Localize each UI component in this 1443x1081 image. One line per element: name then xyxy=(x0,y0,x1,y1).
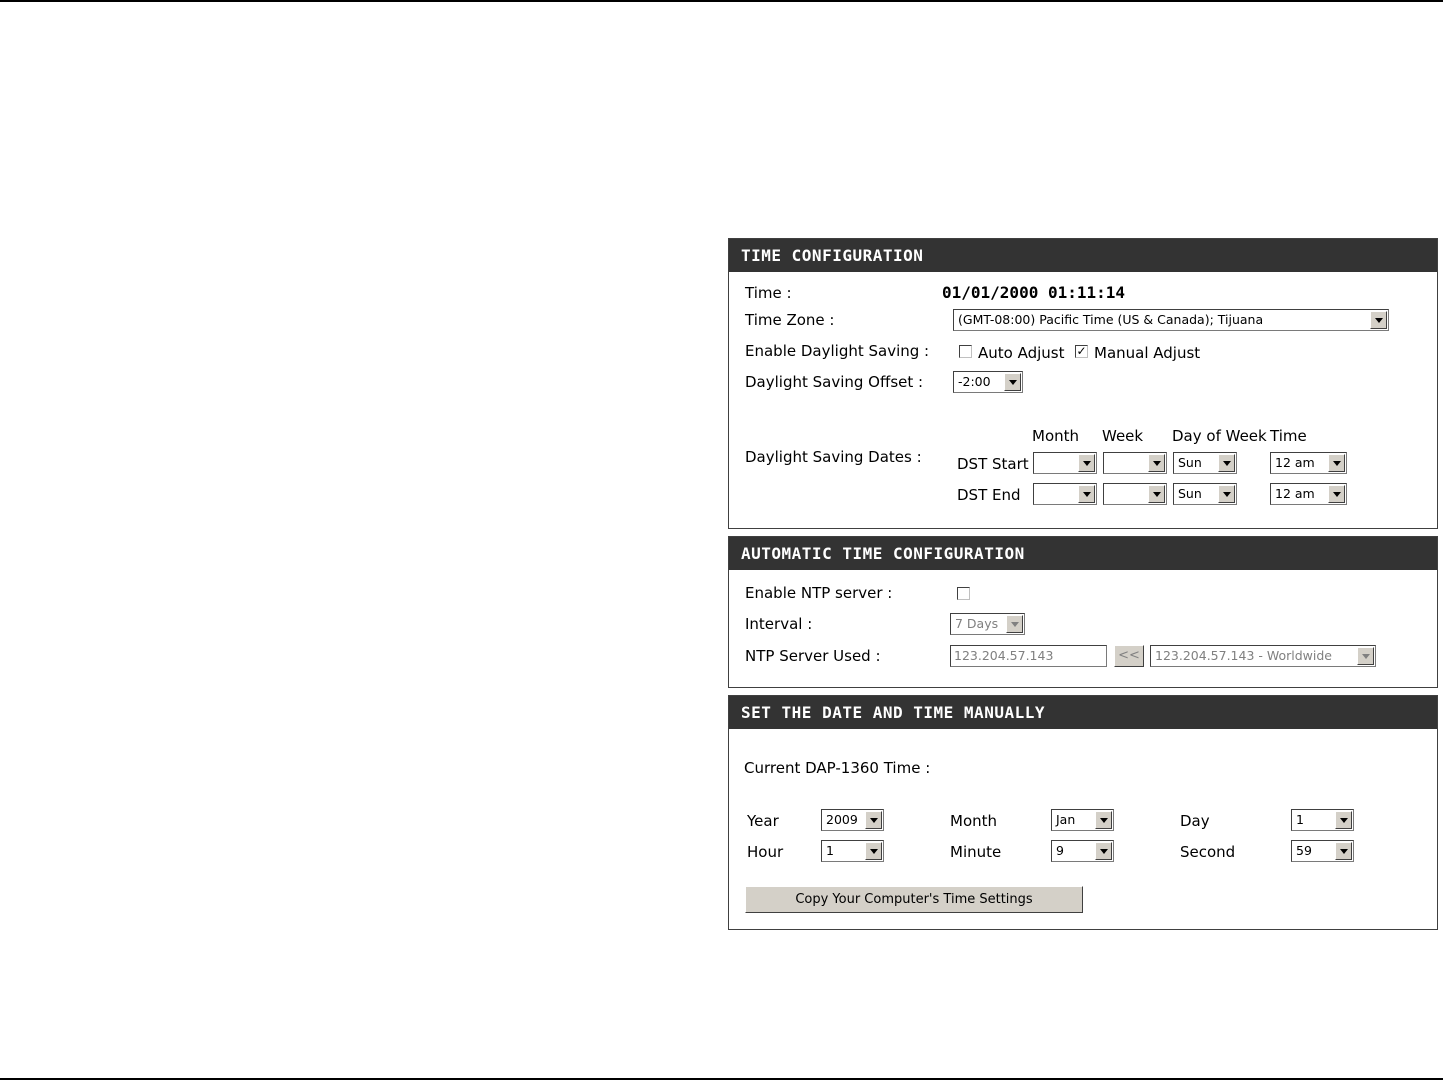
month-select[interactable] xyxy=(1051,809,1114,831)
daylight-saving-offset-label: Daylight Saving Offset : xyxy=(745,373,924,391)
interval-select-value: 7 Days xyxy=(955,616,999,631)
chevron-down-icon xyxy=(1218,485,1235,503)
enable-ntp-label: Enable NTP server : xyxy=(745,584,893,602)
chevron-down-icon xyxy=(1078,454,1095,472)
ntp-copy-button[interactable]: << xyxy=(1114,645,1144,667)
time-configuration-panel xyxy=(728,238,1438,529)
day-select[interactable] xyxy=(1291,809,1354,831)
dst-end-month-select[interactable] xyxy=(1033,483,1097,505)
second-select[interactable] xyxy=(1291,840,1354,862)
hour-label: Hour xyxy=(747,843,784,861)
hour-select-value: 1 xyxy=(826,843,834,858)
second-select-value: 59 xyxy=(1296,843,1312,858)
daylight-saving-dates-label: Daylight Saving Dates : xyxy=(745,448,922,466)
hour-select[interactable] xyxy=(821,840,884,862)
chevron-down-icon xyxy=(865,811,882,829)
manual-time-panel xyxy=(728,695,1438,930)
interval-label: Interval : xyxy=(745,615,813,633)
current-device-time-label: Current DAP-1360 Time : xyxy=(744,759,931,777)
minute-select[interactable] xyxy=(1051,840,1114,862)
column-week-header: Week xyxy=(1102,427,1144,445)
minute-label: Minute xyxy=(950,843,1002,861)
chevron-down-icon xyxy=(865,842,882,860)
chevron-down-icon xyxy=(1370,311,1387,329)
chevron-down-icon xyxy=(1095,842,1112,860)
ntp-server-input[interactable]: 123.204.57.143 xyxy=(950,645,1107,667)
year-select-value: 2009 xyxy=(826,812,858,827)
chevron-down-icon xyxy=(1335,811,1352,829)
column-month-header: Month xyxy=(1032,427,1080,445)
ntp-server-label: NTP Server Used : xyxy=(745,647,881,665)
chevron-down-icon xyxy=(1148,454,1165,472)
year-label: Year xyxy=(747,812,779,830)
daylight-saving-label: Enable Daylight Saving : xyxy=(745,342,930,360)
dst-end-time-value: 12 am xyxy=(1275,486,1315,501)
dst-end-day-of-week-value: Sun xyxy=(1178,486,1202,501)
dst-start-time-value: 12 am xyxy=(1275,455,1315,470)
day-select-value: 1 xyxy=(1296,812,1304,827)
automatic-time-configuration-panel xyxy=(728,536,1438,688)
manual-adjust-label: Manual Adjust xyxy=(1094,344,1201,362)
chevron-down-icon xyxy=(1006,615,1023,633)
time-configuration-header: TIME CONFIGURATION xyxy=(729,239,1437,272)
dst-start-time-select[interactable] xyxy=(1270,452,1347,474)
chevron-down-icon xyxy=(1328,454,1345,472)
ntp-server-select-value: 123.204.57.143 - Worldwide xyxy=(1155,648,1333,663)
chevron-down-icon xyxy=(1078,485,1095,503)
current-time-value: 01/01/2000 01:11:14 xyxy=(942,283,1126,302)
timezone-select[interactable] xyxy=(953,309,1389,331)
minute-select-value: 9 xyxy=(1056,843,1064,858)
manual-time-header: SET THE DATE AND TIME MANUALLY xyxy=(729,696,1437,729)
dst-start-label: DST Start xyxy=(957,455,1029,473)
month-label: Month xyxy=(950,812,998,830)
dst-end-day-of-week-select[interactable] xyxy=(1173,483,1237,505)
chevron-down-icon xyxy=(1095,811,1112,829)
enable-ntp-checkbox[interactable] xyxy=(957,587,970,600)
timezone-select-value: (GMT-08:00) Pacific Time (US & Canada); Tijuana xyxy=(958,312,1264,327)
month-select-value: Jan xyxy=(1056,812,1076,827)
day-label: Day xyxy=(1180,812,1210,830)
interval-select[interactable] xyxy=(950,613,1025,635)
auto-adjust-checkbox[interactable] xyxy=(959,345,972,358)
auto-adjust-label: Auto Adjust xyxy=(978,344,1065,362)
ntp-server-select[interactable] xyxy=(1150,645,1376,667)
dst-start-week-select[interactable] xyxy=(1103,452,1167,474)
dst-start-day-of-week-value: Sun xyxy=(1178,455,1202,470)
column-time-header: Time xyxy=(1270,427,1307,445)
chevron-down-icon xyxy=(1357,647,1374,665)
year-select[interactable] xyxy=(821,809,884,831)
dst-start-month-select[interactable] xyxy=(1033,452,1097,474)
chevron-down-icon xyxy=(1328,485,1345,503)
column-day-of-week-header: Day of Week xyxy=(1172,427,1267,445)
automatic-time-configuration-header: AUTOMATIC TIME CONFIGURATION xyxy=(729,537,1437,570)
chevron-down-icon xyxy=(1004,373,1021,391)
dst-end-label: DST End xyxy=(957,486,1021,504)
manual-adjust-checkbox[interactable]: ✓ xyxy=(1076,344,1087,358)
bottom-rule xyxy=(0,1078,1443,1080)
timezone-label: Time Zone : xyxy=(745,311,835,329)
chevron-down-icon xyxy=(1148,485,1165,503)
dst-end-week-select[interactable] xyxy=(1103,483,1167,505)
dst-end-time-select[interactable] xyxy=(1270,483,1347,505)
chevron-down-icon xyxy=(1218,454,1235,472)
second-label: Second xyxy=(1180,843,1236,861)
daylight-saving-offset-select[interactable] xyxy=(953,371,1023,393)
copy-computer-time-button[interactable]: Copy Your Computer's Time Settings xyxy=(745,886,1083,913)
offset-select-value: -2:00 xyxy=(958,374,991,389)
chevron-down-icon xyxy=(1335,842,1352,860)
time-label: Time : xyxy=(745,284,792,302)
top-rule xyxy=(0,0,1443,2)
dst-start-day-of-week-select[interactable] xyxy=(1173,452,1237,474)
